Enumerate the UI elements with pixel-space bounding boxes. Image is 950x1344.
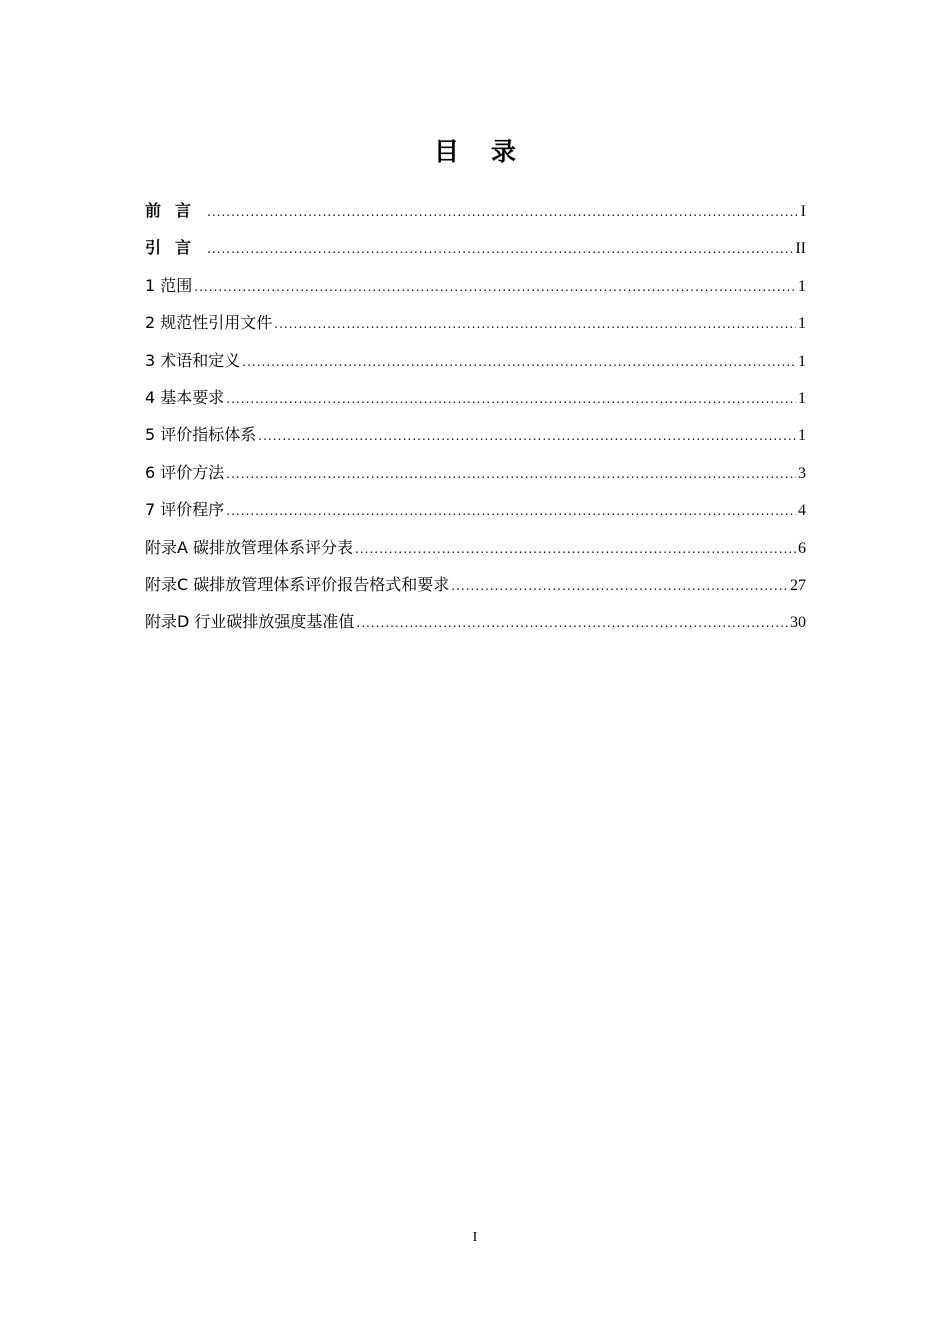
toc-entry-page: 3 bbox=[798, 464, 806, 482]
toc-entry-page: 1 bbox=[798, 427, 806, 445]
toc-entry-label: 1 范围 bbox=[145, 275, 193, 295]
toc-entry-appendix-c[interactable] bbox=[145, 566, 806, 603]
toc-entry-label: 6 评价方法 bbox=[145, 462, 225, 482]
toc-entry-preface[interactable] bbox=[145, 192, 806, 229]
toc-entry-page: 27 bbox=[790, 576, 806, 594]
toc-entry-page: 30 bbox=[790, 614, 806, 632]
toc-leader-dots bbox=[207, 194, 799, 231]
toc-leader-dots bbox=[207, 231, 793, 268]
toc-entry-label: 引言 bbox=[145, 238, 206, 258]
toc-leader-dots bbox=[356, 605, 788, 642]
toc-entry-page: 1 bbox=[798, 389, 806, 407]
toc-entry-appendix-d[interactable] bbox=[145, 603, 806, 640]
toc-leader-dots bbox=[355, 531, 796, 568]
table-of-contents bbox=[145, 192, 806, 641]
toc-entry-page: II bbox=[795, 240, 806, 258]
toc-entry-page: I bbox=[800, 203, 806, 220]
toc-leader-dots bbox=[226, 381, 796, 418]
toc-leader-dots bbox=[258, 418, 796, 455]
toc-entry-label: 2 规范性引用文件 bbox=[145, 313, 273, 333]
toc-leader-dots bbox=[451, 568, 788, 605]
toc-entry-scope[interactable] bbox=[145, 267, 806, 304]
page-title: 目录 bbox=[433, 137, 548, 166]
toc-entry-normative-references[interactable] bbox=[145, 304, 806, 341]
toc-entry-basic-requirements[interactable] bbox=[145, 379, 806, 416]
toc-entry-label: 3 术语和定义 bbox=[145, 350, 241, 370]
toc-entry-label: 附录A 碳排放管理体系评分表 bbox=[145, 537, 354, 557]
page-number: I bbox=[472, 1230, 478, 1245]
toc-entry-terms-definitions[interactable] bbox=[145, 342, 806, 379]
toc-entry-page: 1 bbox=[798, 315, 806, 333]
toc-entry-label: 7 评价程序 bbox=[145, 500, 225, 520]
toc-entry-label: 5 评价指标体系 bbox=[145, 425, 257, 445]
toc-leader-dots bbox=[274, 306, 796, 343]
toc-entry-page: 6 bbox=[798, 539, 806, 557]
toc-entry-evaluation-procedure[interactable] bbox=[145, 491, 806, 528]
toc-leader-dots bbox=[194, 269, 796, 306]
toc-entry-page: 4 bbox=[798, 502, 806, 520]
toc-entry-introduction[interactable] bbox=[145, 229, 806, 266]
toc-leader-dots bbox=[226, 456, 796, 493]
toc-entry-page: 1 bbox=[798, 352, 806, 370]
toc-entry-label: 附录C 碳排放管理体系评价报告格式和要求 bbox=[145, 574, 450, 594]
toc-entry-appendix-a[interactable] bbox=[145, 529, 806, 566]
toc-entry-evaluation-index-system[interactable] bbox=[145, 416, 806, 453]
toc-entry-page: 1 bbox=[798, 277, 806, 295]
toc-entry-label: 前言 bbox=[145, 201, 206, 220]
toc-entry-evaluation-method[interactable] bbox=[145, 454, 806, 491]
toc-entry-label: 附录D 行业碳排放强度基准值 bbox=[145, 612, 355, 632]
toc-leader-dots bbox=[242, 344, 796, 381]
toc-leader-dots bbox=[226, 493, 796, 530]
toc-entry-label: 4 基本要求 bbox=[145, 387, 225, 407]
